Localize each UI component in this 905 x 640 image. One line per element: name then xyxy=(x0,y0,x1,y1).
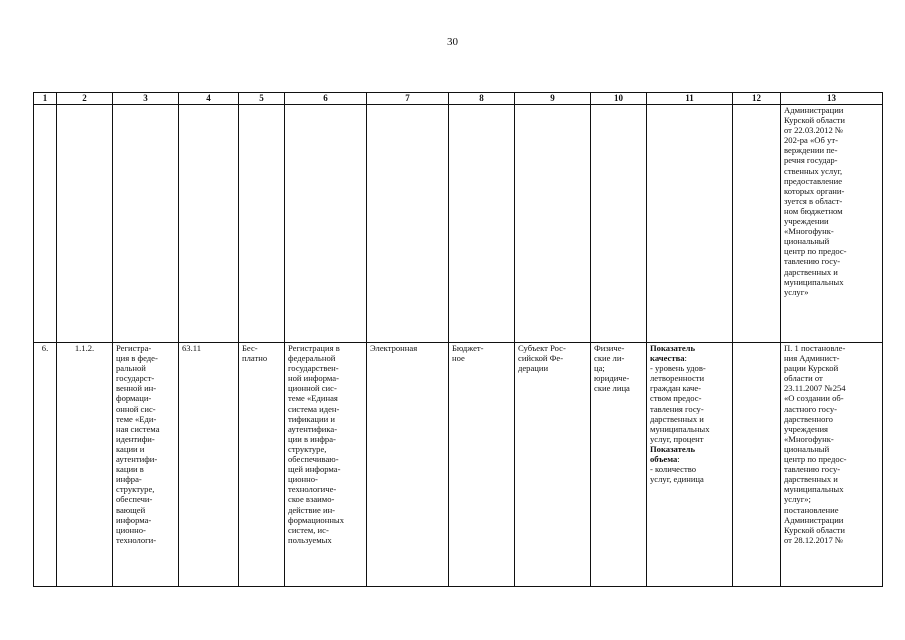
row-number-cell: 6. xyxy=(34,343,57,587)
cell xyxy=(179,105,239,343)
cell xyxy=(647,105,733,343)
cell xyxy=(57,105,113,343)
column-header-1: 1 xyxy=(34,93,57,105)
form-cell: Электронная xyxy=(367,343,449,587)
cell xyxy=(239,105,285,343)
cell xyxy=(515,105,591,343)
column-header-8: 8 xyxy=(449,93,515,105)
volume-indicator-title: Показатель объема xyxy=(650,443,696,465)
cell xyxy=(113,105,179,343)
cell xyxy=(733,343,781,587)
legal-basis-cell: Администрации Курской области от 22.03.2012 № 202-ра «Об ут- верждении пе- речня государ- ственных услуг, предоставление которых органи- зуется в област- ном бюджетном учреждении «Многофунк- циональный центр по предос- тавлению госу- дарственных и муниципальных услуг» xyxy=(781,105,883,343)
cell xyxy=(285,105,367,343)
okved-cell: 63.11 xyxy=(179,343,239,587)
cell xyxy=(733,105,781,343)
cell xyxy=(449,105,515,343)
column-header-9: 9 xyxy=(515,93,591,105)
column-header-10: 10 xyxy=(591,93,647,105)
column-header-12: 12 xyxy=(733,93,781,105)
quality-indicator-text: : - уровень удов- летворенности граждан каче- ством предос- тавления госу- дарственных и муниципальных услуг, процент xyxy=(650,353,710,444)
column-header-5: 5 xyxy=(239,93,285,105)
legal-basis-cell: П. 1 постановле- ния Админист- рации Курской области от 23.11.2007 №254 «О создании об- ластного госу- дарственного учреждения «Многофунк- циональный центр по предос- тавлению госу- дарственных и муниципальных услуг»; постановление Администрации Курской области от 28.12.2017 № xyxy=(781,343,883,587)
quality-indicator-title: Показатель качества xyxy=(650,343,696,364)
column-header-6: 6 xyxy=(285,93,367,105)
authority-cell: Субъект Рос- сийской Фе- дерации xyxy=(515,343,591,587)
page-number: 30 xyxy=(447,36,458,48)
column-header-2: 2 xyxy=(57,93,113,105)
content-cell: Регистрация в федеральной государствен- ной информа- ционной сис- теме «Единая система иден- тификации и аутентифика- ции в инфра- структуре, обеспечиваю- щей информа- ционно- технологиче- ское взаимо- действие ин- формационных систем, ис- пользуемых xyxy=(285,343,367,587)
cell xyxy=(34,105,57,343)
service-code-cell: 1.1.2. xyxy=(57,343,113,587)
table-row-continuation xyxy=(34,105,883,343)
table-row xyxy=(34,343,883,587)
cell xyxy=(367,105,449,343)
consumers-cell: Физиче- ские ли- ца; юридиче- ские лица xyxy=(591,343,647,587)
column-header-13: 13 xyxy=(781,93,883,105)
column-header-4: 4 xyxy=(179,93,239,105)
volume-indicator-text: : - количество услуг, единица xyxy=(650,454,704,485)
column-header-3: 3 xyxy=(113,93,179,105)
indicators-cell xyxy=(647,343,733,587)
registry-table xyxy=(33,92,883,587)
payment-cell: Бес- платно xyxy=(239,343,285,587)
column-header-7: 7 xyxy=(367,93,449,105)
service-name-cell: Регистра- ция в феде- ральной государст- венной ин- формаци- онной сис- теме «Еди- ная система идентифи- кации и аутентифи- кации в инфра- структуре, обеспечи- вающей информа- ционно- технологи- xyxy=(113,343,179,587)
institution-type-cell: Бюджет- ное xyxy=(449,343,515,587)
column-header-11: 11 xyxy=(647,93,733,105)
header-row xyxy=(34,93,883,105)
cell xyxy=(591,105,647,343)
